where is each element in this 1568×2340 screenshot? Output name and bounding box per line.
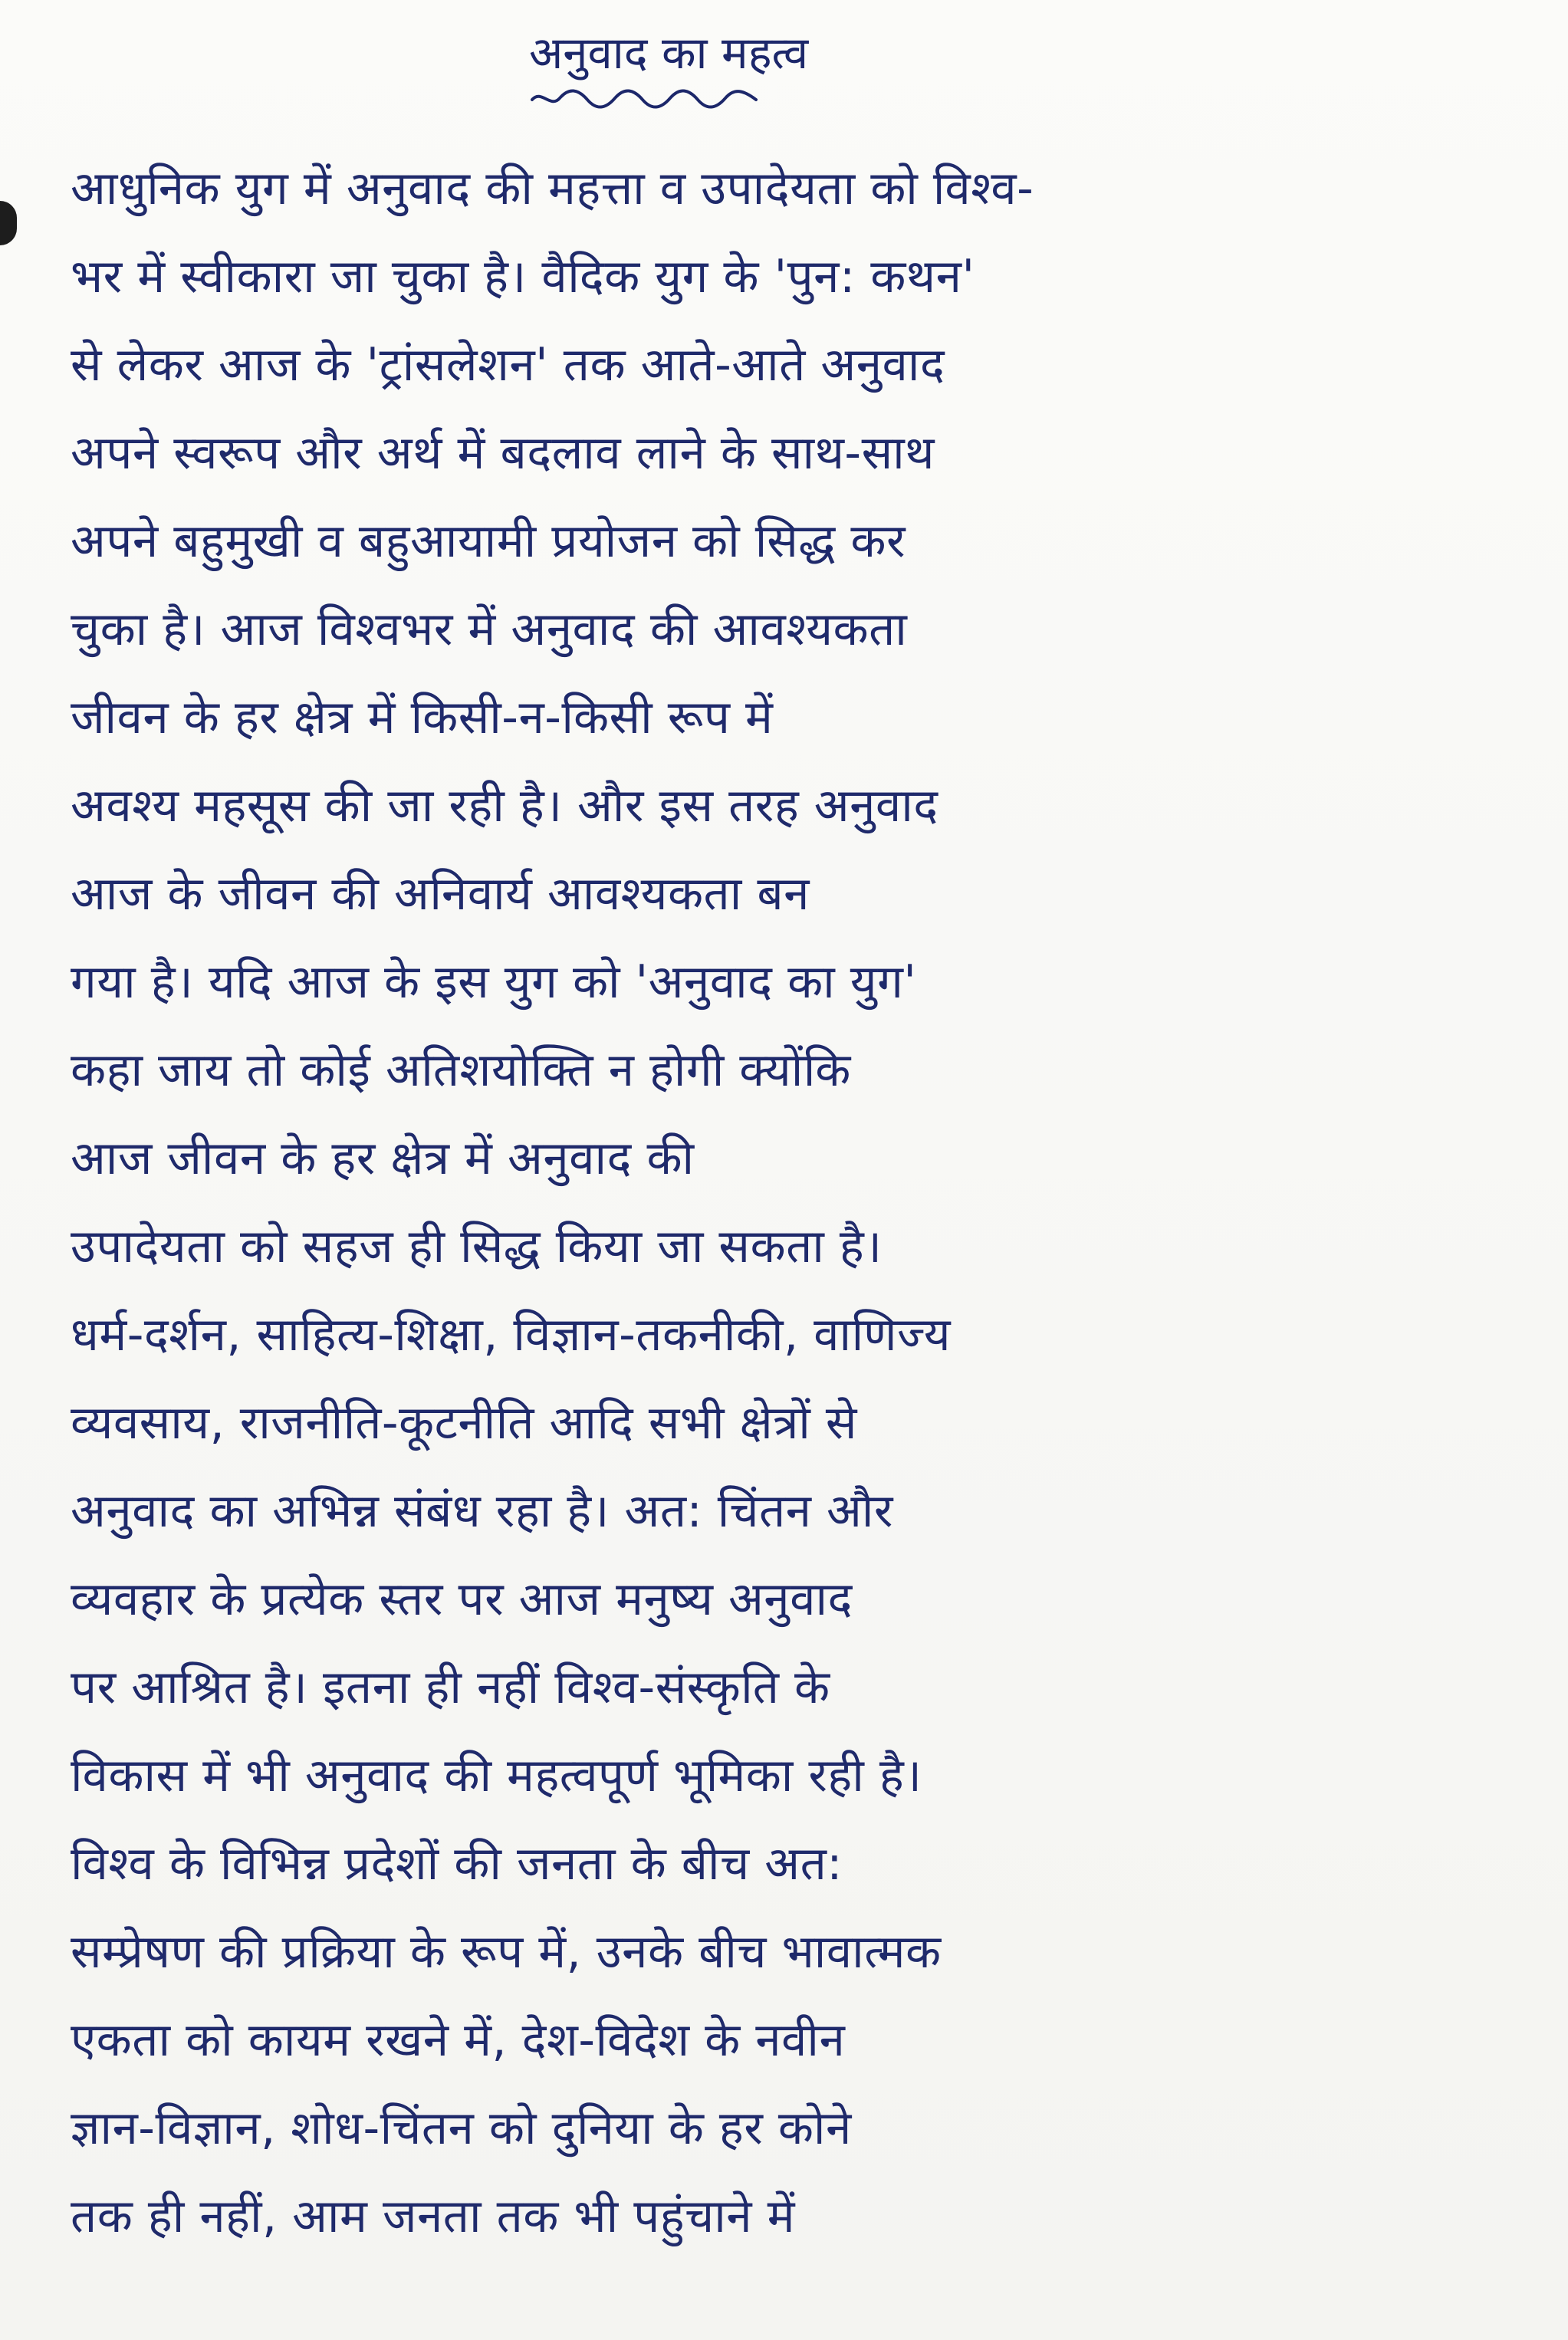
- text-line: धर्म-दर्शन, साहित्य-शिक्षा, विज्ञान-तकनीकी, वाणिज्य: [71, 1308, 952, 1362]
- text-line: उपादेयता को सहज ही सिद्ध किया जा सकता है।: [71, 1220, 883, 1274]
- text-line: चुका है। आज विश्वभर में अनुवाद की आवश्यकता: [71, 603, 908, 656]
- text-line: अनुवाद का अभिन्न संबंध रहा है। अत: चिंतन और: [71, 1484, 893, 1538]
- text-line: से लेकर आज के 'ट्रांसलेशन' तक आते-आते अनुवाद: [71, 338, 945, 392]
- text-line: कहा जाय तो कोई अतिशयोक्ति न होगी क्योंकि: [71, 1043, 851, 1097]
- text-line: ज्ञान-विज्ञान, शोध-चिंतन को दुनिया के हर कोने: [71, 2102, 852, 2155]
- text-line: सम्प्रेषण की प्रक्रिया के रूप में, उनके बीच भावात्मक: [71, 1925, 942, 1979]
- text-line: एकता को कायम रखने में, देश-विदेश के नवीन: [71, 2013, 846, 2067]
- text-line: अपने स्वरूप और अर्थ में बदलाव लाने के साथ-साथ: [71, 426, 935, 480]
- text-line: आज जीवन के हर क्षेत्र में अनुवाद की: [71, 1132, 695, 1185]
- text-line: विकास में भी अनुवाद की महत्वपूर्ण भूमिका रही है।: [71, 1749, 922, 1803]
- text-line: तक ही नहीं, आम जनता तक भी पहुंचाने में: [71, 2190, 796, 2243]
- text-line: व्यवहार के प्रत्येक स्तर पर आज मनुष्य अनुवाद: [71, 1573, 853, 1626]
- text-line: गया है। यदि आज के इस युग को 'अनुवाद का युग': [71, 955, 917, 1009]
- text-line: व्यवसाय, राजनीति-कूटनीति आदि सभी क्षेत्रों से: [71, 1396, 857, 1450]
- text-line: अवश्य महसूस की जा रही है। और इस तरह अनुवाद: [71, 779, 938, 833]
- text-line: भर में स्वीकारा जा चुका है। वैदिक युग के 'पुन: कथन': [71, 250, 975, 304]
- text-line: विश्व के विभिन्न प्रदेशों की जनता के बीच अत:: [71, 1837, 843, 1891]
- binding-hole-mark: [0, 201, 17, 245]
- page-title: अनुवाद का महत्व: [529, 27, 809, 79]
- text-line: अपने बहुमुखी व बहुआयामी प्रयोजन को सिद्ध कर: [71, 514, 906, 568]
- text-line: पर आश्रित है। इतना ही नहीं विश्व-संस्कृति के: [71, 1661, 830, 1714]
- text-line: आधुनिक युग में अनुवाद की महत्ता व उपादेयता को विश्व-: [71, 162, 1034, 215]
- text-line: जीवन के हर क्षेत्र में किसी-न-किसी रूप में: [71, 691, 774, 744]
- text-line: आज के जीवन की अनिवार्य आवश्यकता बन: [71, 867, 810, 921]
- title-wavy-underline: [529, 86, 759, 112]
